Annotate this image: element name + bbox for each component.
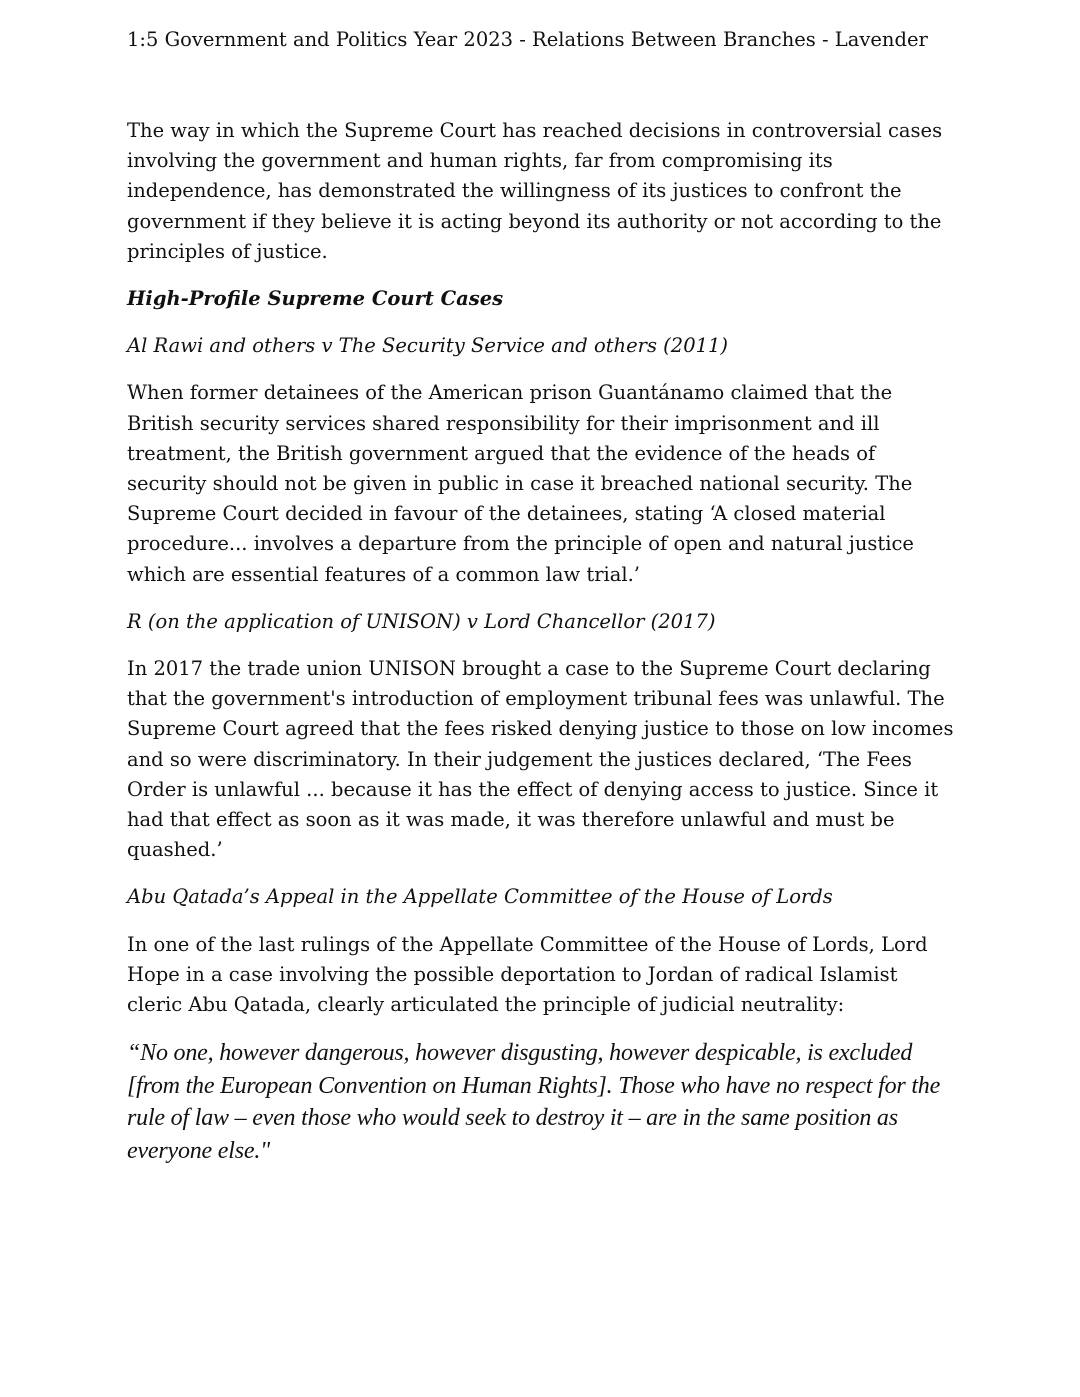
case-text-al-rawi: When former detainees of the American prison Guantánamo claimed that the British security services shared responsibility for their imprisonment and ill treatment, the British government argued that the evidence of the heads of security should not be given in public in case it breached national security. The Supreme Court decided in favour of the detainees, stating ‘A closed material procedure... involves a departure from the principle of open and natural justice which are essential features of a common law trial.’ bbox=[127, 381, 914, 586]
document-header-title: 1:5 Government and Politics Year 2023 - Relations Between Branches - Lavender bbox=[127, 28, 928, 51]
case-title-al-rawi: Al Rawi and others v The Security Service and others (2011) bbox=[127, 334, 729, 358]
document-body bbox=[127, 116, 957, 1167]
case-text-abu-qatada: In one of the last rulings of the Appellate Committee of the House of Lords, Lord Hope in a case involving the possible deportation to Jordan of radical Islamist cleric Abu Qatada, clearly articulated the principle of judicial neutrality: bbox=[127, 932, 928, 1017]
intro-paragraph: The way in which the Supreme Court has reached decisions in controversial cases involving the government and human rights, far from compromising its independence, has demonstrated the willingness of its justices to confront the government if they believe it is acting beyond its authority or not according to the principles of justice. bbox=[127, 119, 943, 263]
case-title-abu-qatada: Abu Qatada’s Appeal in the Appellate Committee of the House of Lords bbox=[127, 885, 833, 909]
section-heading: High-Profile Supreme Court Cases bbox=[127, 287, 504, 311]
case-text-unison: In 2017 the trade union UNISON brought a case to the Supreme Court declaring that the government's introduction of employment tribunal fees was unlawful. The Supreme Court agreed that the fees risked denying justice to those on low incomes and so were discriminatory. In their judgement the justices declared, ‘The Fees Order is unlawful ... because it has the effect of denying access to justice. Since it had that effect as soon as it was made, it was therefore unlawful and must be quashed.’ bbox=[127, 657, 954, 862]
case-title-unison: R (on the application of UNISON) v Lord Chancellor (2017) bbox=[127, 609, 716, 633]
lord-hope-quote: “No one, however dangerous, however disgusting, however despicable, is excluded [from the European Convention on Human Rights]. Those who have no respect for the rule of law – even those who would seek to destroy it – are in the same position as everyone else." bbox=[127, 1040, 941, 1164]
